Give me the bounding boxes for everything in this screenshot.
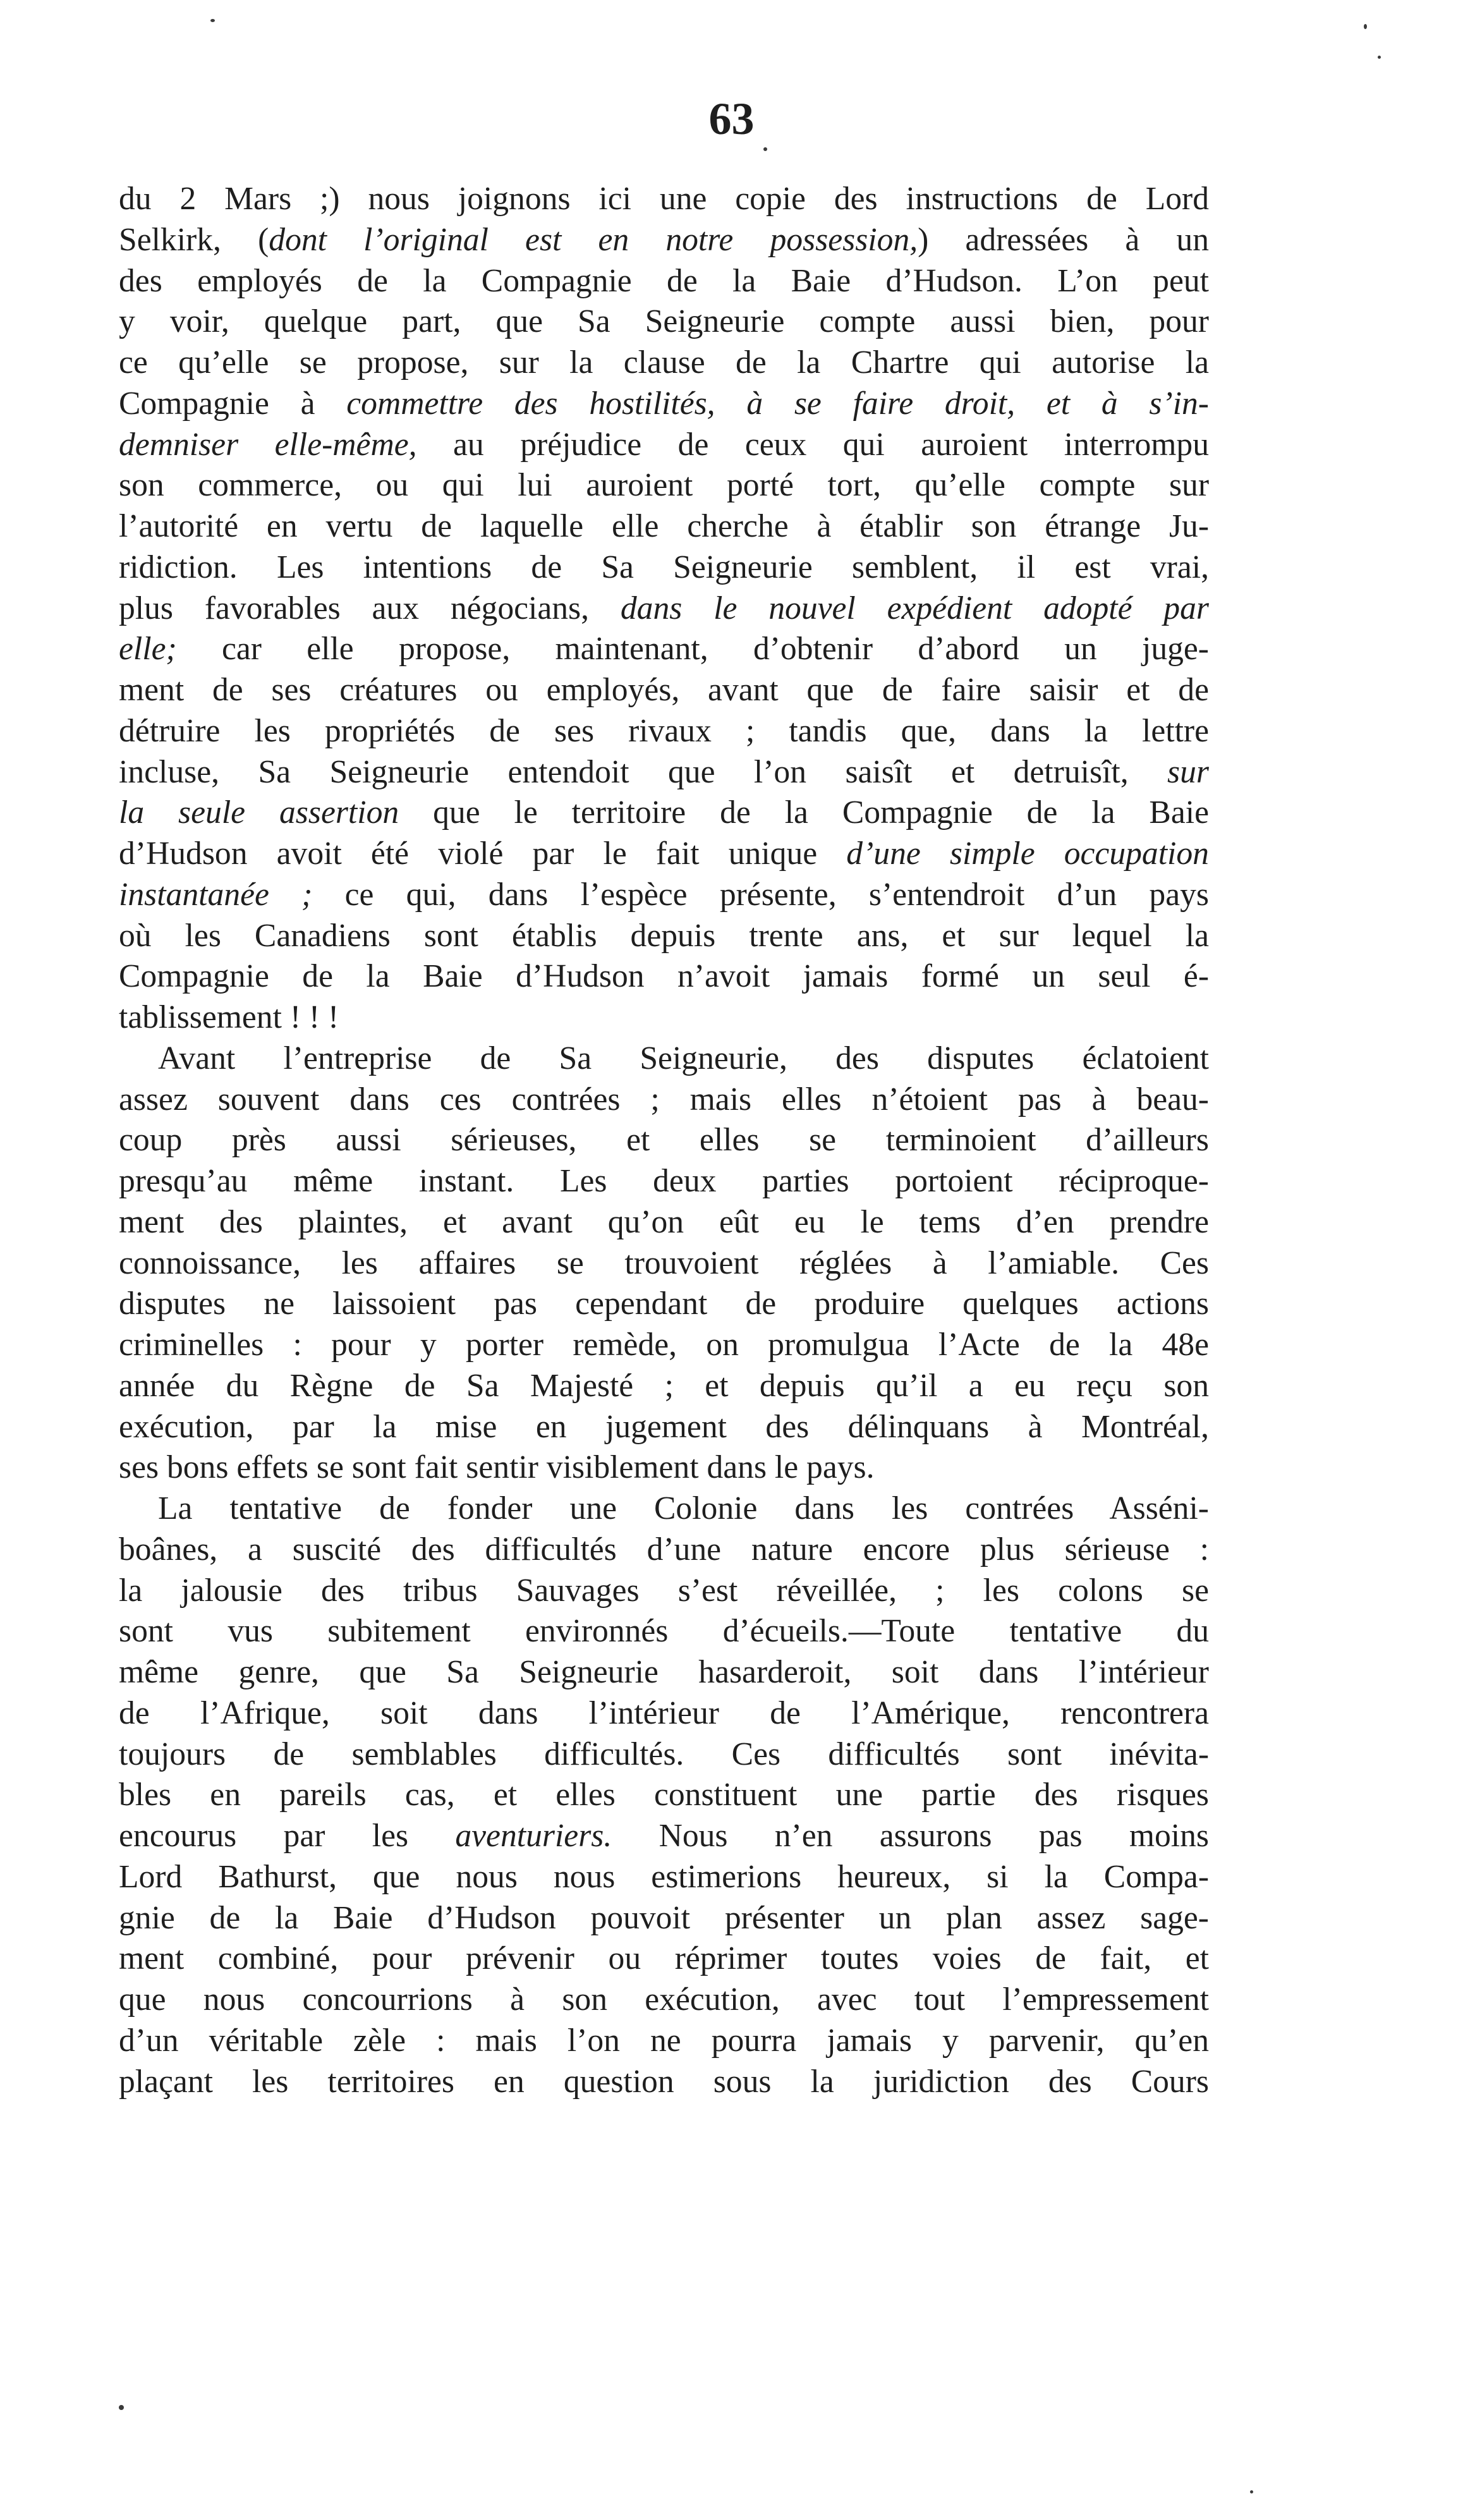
- text-line: [119, 1284, 1209, 1325]
- text-run: ment de ses créatures ou employés, avant que de faire saisir et de: [119, 672, 1209, 708]
- text-line: [119, 547, 1209, 588]
- text-line: [119, 1202, 1209, 1243]
- text-line: [119, 1447, 1209, 1488]
- text-line: [119, 629, 1209, 670]
- text-line: [119, 1857, 1209, 1898]
- text-line: [119, 875, 1209, 916]
- text-line: [119, 1488, 1209, 1530]
- scan-speck: [1250, 2490, 1253, 2493]
- scan-speck: [1364, 24, 1367, 29]
- text-line: [119, 1530, 1209, 1571]
- text-line: [119, 1734, 1209, 1775]
- text-line: [119, 1980, 1209, 2021]
- text-line: [119, 752, 1209, 793]
- text-line: [119, 711, 1209, 752]
- text-run: connoissance, les affaires se trouvoient réglées à l’amiable. Ces: [119, 1245, 1209, 1281]
- text-run: détruire les propriétés de ses rivaux ; tandis que, dans la lettre: [119, 712, 1209, 749]
- text-run: Selkirk, (: [119, 221, 269, 258]
- text-run: que le territoire de la Compagnie de la Baie: [399, 794, 1209, 831]
- text-line: [119, 220, 1209, 261]
- body-text: [119, 179, 1209, 2102]
- text-line: [119, 261, 1209, 302]
- text-line: [119, 1898, 1209, 1939]
- text-line: [119, 997, 1209, 1038]
- text-run: incluse, Sa Seigneurie entendoit que l’on saisît et detruisît,: [119, 753, 1168, 790]
- text-line: [119, 1366, 1209, 1407]
- text-line: [119, 1611, 1209, 1652]
- text-run: des employés de la Compagnie de la Baie d’Hudson. L’on peut: [119, 262, 1209, 299]
- text-run: gnie de la Baie d’Hudson pouvoit présenter un plan assez sage-: [119, 1899, 1209, 1936]
- text-run: son commerce, ou qui lui auroient porté tort, qu’elle compte sur: [119, 467, 1209, 504]
- text-line: [119, 1939, 1209, 1980]
- text-run: ridiction. Les intentions de Sa Seigneurie semblent, il est vrai,: [119, 549, 1209, 585]
- text-line: [119, 1080, 1209, 1121]
- text-run: boânes, a suscité des difficultés d’une nature encore plus sérieuse :: [119, 1531, 1209, 1567]
- text-run: la jalousie des tribus Sauvages s’est réveillée, ; les colons se: [119, 1572, 1209, 1609]
- text-run: où les Canadiens sont établis depuis trente ans, et sur lequel la: [119, 917, 1209, 954]
- text-run: assez souvent dans ces contrées ; mais elles n’étoient pas à beau-: [119, 1081, 1209, 1117]
- text-line: [119, 343, 1209, 384]
- text-line: [119, 2021, 1209, 2062]
- text-run: ce qu’elle se propose, sur la clause de la Chartre qui autorise la: [119, 344, 1209, 380]
- text-line: [119, 1120, 1209, 1161]
- scan-speck: [210, 19, 215, 22]
- text-run: Compagnie de la Baie d’Hudson n’avoit jamais formé un seul é-: [119, 958, 1209, 995]
- text-line: [119, 506, 1209, 547]
- scan-speck: [763, 147, 767, 151]
- text-run: de l’Afrique, soit dans l’intérieur de l’Amérique, rencontrera: [119, 1695, 1209, 1731]
- text-line: [119, 670, 1209, 711]
- text-line: [119, 1652, 1209, 1693]
- text-line: [119, 2062, 1209, 2103]
- page-number: 63: [708, 94, 755, 144]
- text-run: d’un véritable zèle : mais l’on ne pourra jamais y parvenir, qu’en: [119, 2022, 1209, 2059]
- text-run: ) adressées à un: [918, 221, 1210, 258]
- text-run: Avant l’entreprise de Sa Seigneurie, des disputes éclatoient: [158, 1040, 1209, 1076]
- text-run: tablissement ! ! !: [119, 999, 339, 1035]
- scan-speck: [1378, 56, 1381, 59]
- text-line: [119, 301, 1209, 343]
- italic-run: elle;: [119, 631, 177, 667]
- italic-run: aventuriers.: [455, 1818, 612, 1854]
- text-run: ses bons effets se sont fait sentir visiblement dans le pays.: [119, 1449, 875, 1486]
- text-run: ce qui, dans l’espèce présente, s’entendroit d’un pays: [312, 876, 1209, 913]
- text-line: [119, 793, 1209, 834]
- text-line: [119, 1816, 1209, 1857]
- text-line: [119, 384, 1209, 425]
- text-line: [119, 465, 1209, 506]
- italic-run: demniser elle-même,: [119, 426, 417, 463]
- text-line: [119, 834, 1209, 875]
- text-run: plus favorables aux négocians,: [119, 590, 621, 626]
- text-line: [119, 588, 1209, 630]
- text-run: au préjudice de ceux qui auroient interrompu: [416, 426, 1209, 463]
- text-run: plaçant les territoires en question sous la juridiction des Cours: [119, 2063, 1209, 2100]
- text-run: encourus par les: [119, 1818, 456, 1854]
- text-run: d’Hudson avoit été violé par le fait unique: [119, 836, 847, 872]
- text-run: que nous concourrions à son exécution, avec tout l’empressement: [119, 1981, 1209, 2018]
- text-line: [119, 179, 1209, 220]
- text-run: ment des plaintes, et avant qu’on eût eu le tems d’en prendre: [119, 1203, 1209, 1240]
- text-line: [119, 1161, 1209, 1202]
- text-run: car elle propose, maintenant, d’obtenir d’abord un juge-: [176, 631, 1209, 667]
- text-run: Lord Bathurst, que nous nous estimerions heureux, si la Compa-: [119, 1858, 1209, 1895]
- italic-run: d’une simple occupation: [846, 836, 1209, 872]
- text-line: [119, 1775, 1209, 1816]
- text-line: [119, 1325, 1209, 1366]
- text-run: disputes ne laissoient pas cependant de produire quelques actions: [119, 1286, 1209, 1322]
- italic-run: la seule assertion: [119, 794, 399, 831]
- italic-run: dans le nouvel expédient adopté par: [620, 590, 1209, 626]
- text-line: [119, 916, 1209, 957]
- italic-run: sur: [1167, 753, 1209, 790]
- text-run: presqu’au même instant. Les deux parties portoient réciproque-: [119, 1163, 1209, 1199]
- italic-run: instantanée ;: [119, 876, 313, 913]
- text-run: y voir, quelque part, que Sa Seigneurie compte aussi bien, pour: [119, 303, 1209, 340]
- text-run: Compagnie à: [119, 385, 347, 422]
- text-run: sont vus subitement environnés d’écueils.—Toute tentative du: [119, 1613, 1209, 1650]
- text-line: [119, 1693, 1209, 1734]
- italic-run: dont l’original est en notre possession,: [269, 221, 918, 258]
- text-run: exécution, par la mise en jugement des délinquans à Montréal,: [119, 1408, 1209, 1445]
- text-run: l’autorité en vertu de laquelle elle cherche à établir son étrange Ju-: [119, 508, 1209, 544]
- text-line: [119, 1571, 1209, 1612]
- text-line: [119, 1038, 1209, 1080]
- text-run: bles en pareils cas, et elles constituent une partie des risques: [119, 1777, 1209, 1813]
- text-run: même genre, que Sa Seigneurie hasarderoit, soit dans l’intérieur: [119, 1654, 1209, 1690]
- text-run: ment combiné, pour prévenir ou réprimer toutes voies de fait, et: [119, 1940, 1209, 1977]
- text-run: coup près aussi sérieuses, et elles se terminoient d’ailleurs: [119, 1122, 1209, 1159]
- text-line: [119, 425, 1209, 466]
- text-line: [119, 1243, 1209, 1284]
- text-line: [119, 1407, 1209, 1448]
- scan-speck: [119, 2405, 124, 2410]
- text-run: criminelles : pour y porter remède, on promulgua l’Acte de la 48e: [119, 1327, 1209, 1363]
- text-run: année du Règne de Sa Majesté ; et depuis qu’il a eu reçu son: [119, 1367, 1209, 1404]
- text-run: La tentative de fonder une Colonie dans les contrées Asséni-: [158, 1490, 1209, 1526]
- text-run: Nous n’en assurons pas moins: [612, 1818, 1210, 1854]
- text-run: toujours de semblables difficultés. Ces difficultés sont inévita-: [119, 1736, 1209, 1772]
- text-run: du 2 Mars ;) nous joignons ici une copie des instructions de Lord: [119, 181, 1209, 217]
- text-line: [119, 956, 1209, 997]
- italic-run: commettre des hostilités, à se faire droit, et à s’in-: [346, 385, 1209, 422]
